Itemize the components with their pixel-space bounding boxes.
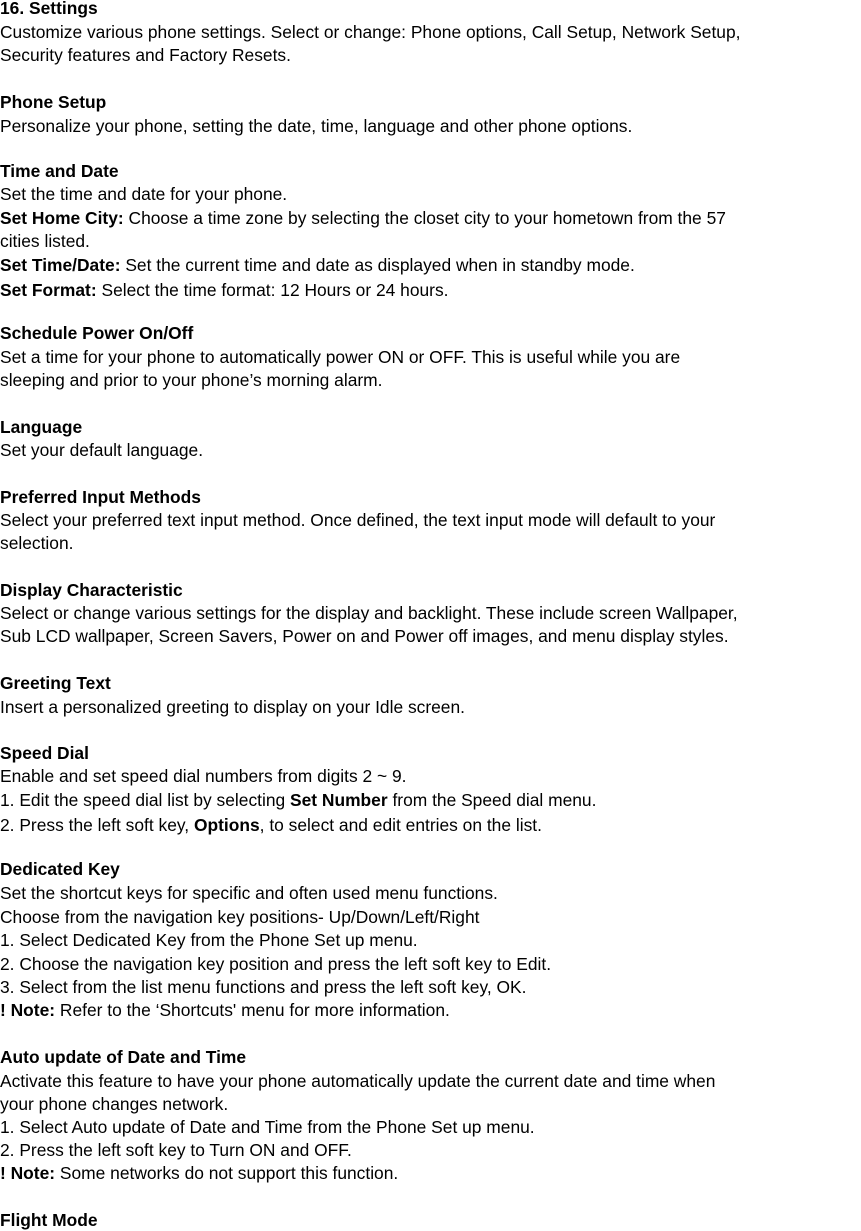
speed-dial-heading: Speed Dial <box>0 743 89 763</box>
greeting-heading: Greeting Text <box>0 673 111 693</box>
dedicated-key-step-3: 3. Select from the list menu functions and press the left soft key, OK. <box>0 977 527 997</box>
phone-setup-heading: Phone Setup <box>0 92 107 112</box>
time-date-text: Set the time and date for your phone. <box>0 184 288 204</box>
note-text: Refer to the ‘Shortcuts' menu for more information. <box>55 1000 450 1020</box>
speed-dial-step-1-post: from the Speed dial menu. <box>387 790 597 810</box>
speed-dial-step-2 <box>0 814 542 836</box>
auto-update-heading: Auto update of Date and Time <box>0 1047 247 1067</box>
section-title: 16. Settings <box>0 0 98 18</box>
home-city-text: Choose a time zone by selecting the closet city to your hometown from the 57 <box>123 208 726 228</box>
format-line <box>0 279 448 301</box>
display-text-2: Sub LCD wallpaper, Screen Savers, Power on and Power off images, and menu display styles. <box>0 626 729 646</box>
input-methods-text-1: Select your preferred text input method. Once defined, the text input mode will default to your <box>0 510 716 530</box>
display-heading: Display Characteristic <box>0 580 183 600</box>
speed-dial-step-2-post: , to select and edit entries on the list. <box>259 815 542 835</box>
speed-dial-step-1-bold: Set Number <box>290 790 388 810</box>
intro-line-1: Customize various phone settings. Select or change: Phone options, Call Setup, Network Setup, <box>0 22 741 42</box>
speed-dial-step-1-pre: 1. Edit the speed dial list by selecting <box>0 790 291 810</box>
speed-dial-step-1 <box>0 789 596 811</box>
language-heading: Language <box>0 417 83 437</box>
dedicated-key-text-2: Choose from the navigation key positions- Up/Down/Left/Right <box>0 907 480 927</box>
phone-setup-text: Personalize your phone, setting the date, time, language and other phone options. <box>0 116 633 136</box>
auto-update-note <box>0 1162 398 1184</box>
flight-mode-heading: Flight Mode <box>0 1210 98 1230</box>
speed-dial-step-2-bold: Options <box>193 815 260 835</box>
schedule-power-text-2: sleeping and prior to your phone’s morning alarm. <box>0 370 383 390</box>
auto-update-step-2: 2. Press the left soft key to Turn ON and OFF. <box>0 1140 352 1160</box>
dedicated-key-step-2: 2. Choose the navigation key position and press the left soft key to Edit. <box>0 954 552 974</box>
home-city-line-2: cities listed. <box>0 231 90 251</box>
auto-update-text-2: your phone changes network. <box>0 1094 229 1114</box>
greeting-text: Insert a personalized greeting to display on your Idle screen. <box>0 697 465 717</box>
time-date-desc: Set the current time and date as displayed when in standby mode. <box>120 255 635 275</box>
speed-dial-text: Enable and set speed dial numbers from digits 2 ~ 9. <box>0 766 407 786</box>
input-methods-text-2: selection. <box>0 533 74 553</box>
dedicated-key-heading: Dedicated Key <box>0 859 120 879</box>
dedicated-key-text-1: Set the shortcut keys for specific and often used menu functions. <box>0 883 498 903</box>
schedule-power-text-1: Set a time for your phone to automatically power ON or OFF. This is useful while you are <box>0 347 681 367</box>
note-label: ! Note: <box>0 1163 56 1183</box>
home-city-label: Set Home City: <box>0 208 124 228</box>
time-date-label: Set Time/Date: <box>0 255 121 275</box>
time-date-line <box>0 254 635 276</box>
intro-line-2: Security features and Factory Resets. <box>0 45 291 65</box>
schedule-power-heading: Schedule Power On/Off <box>0 323 194 343</box>
input-methods-heading: Preferred Input Methods <box>0 487 201 507</box>
note-text: Some networks do not support this function. <box>55 1163 399 1183</box>
dedicated-key-note <box>0 999 450 1021</box>
format-label: Set Format: <box>0 280 97 300</box>
format-text: Select the time format: 12 Hours or 24 hours. <box>96 280 449 300</box>
speed-dial-step-2-pre: 2. Press the left soft key, <box>0 815 194 835</box>
time-date-heading: Time and Date <box>0 161 119 181</box>
home-city-line <box>0 207 726 229</box>
note-label: ! Note: <box>0 1000 56 1020</box>
display-text-1: Select or change various settings for the display and backlight. These include screen Wallpaper, <box>0 603 738 623</box>
auto-update-step-1: 1. Select Auto update of Date and Time from the Phone Set up menu. <box>0 1117 535 1137</box>
auto-update-text-1: Activate this feature to have your phone automatically update the current date and time when <box>0 1071 716 1091</box>
language-text: Set your default language. <box>0 440 204 460</box>
dedicated-key-step-1: 1. Select Dedicated Key from the Phone Set up menu. <box>0 930 418 950</box>
